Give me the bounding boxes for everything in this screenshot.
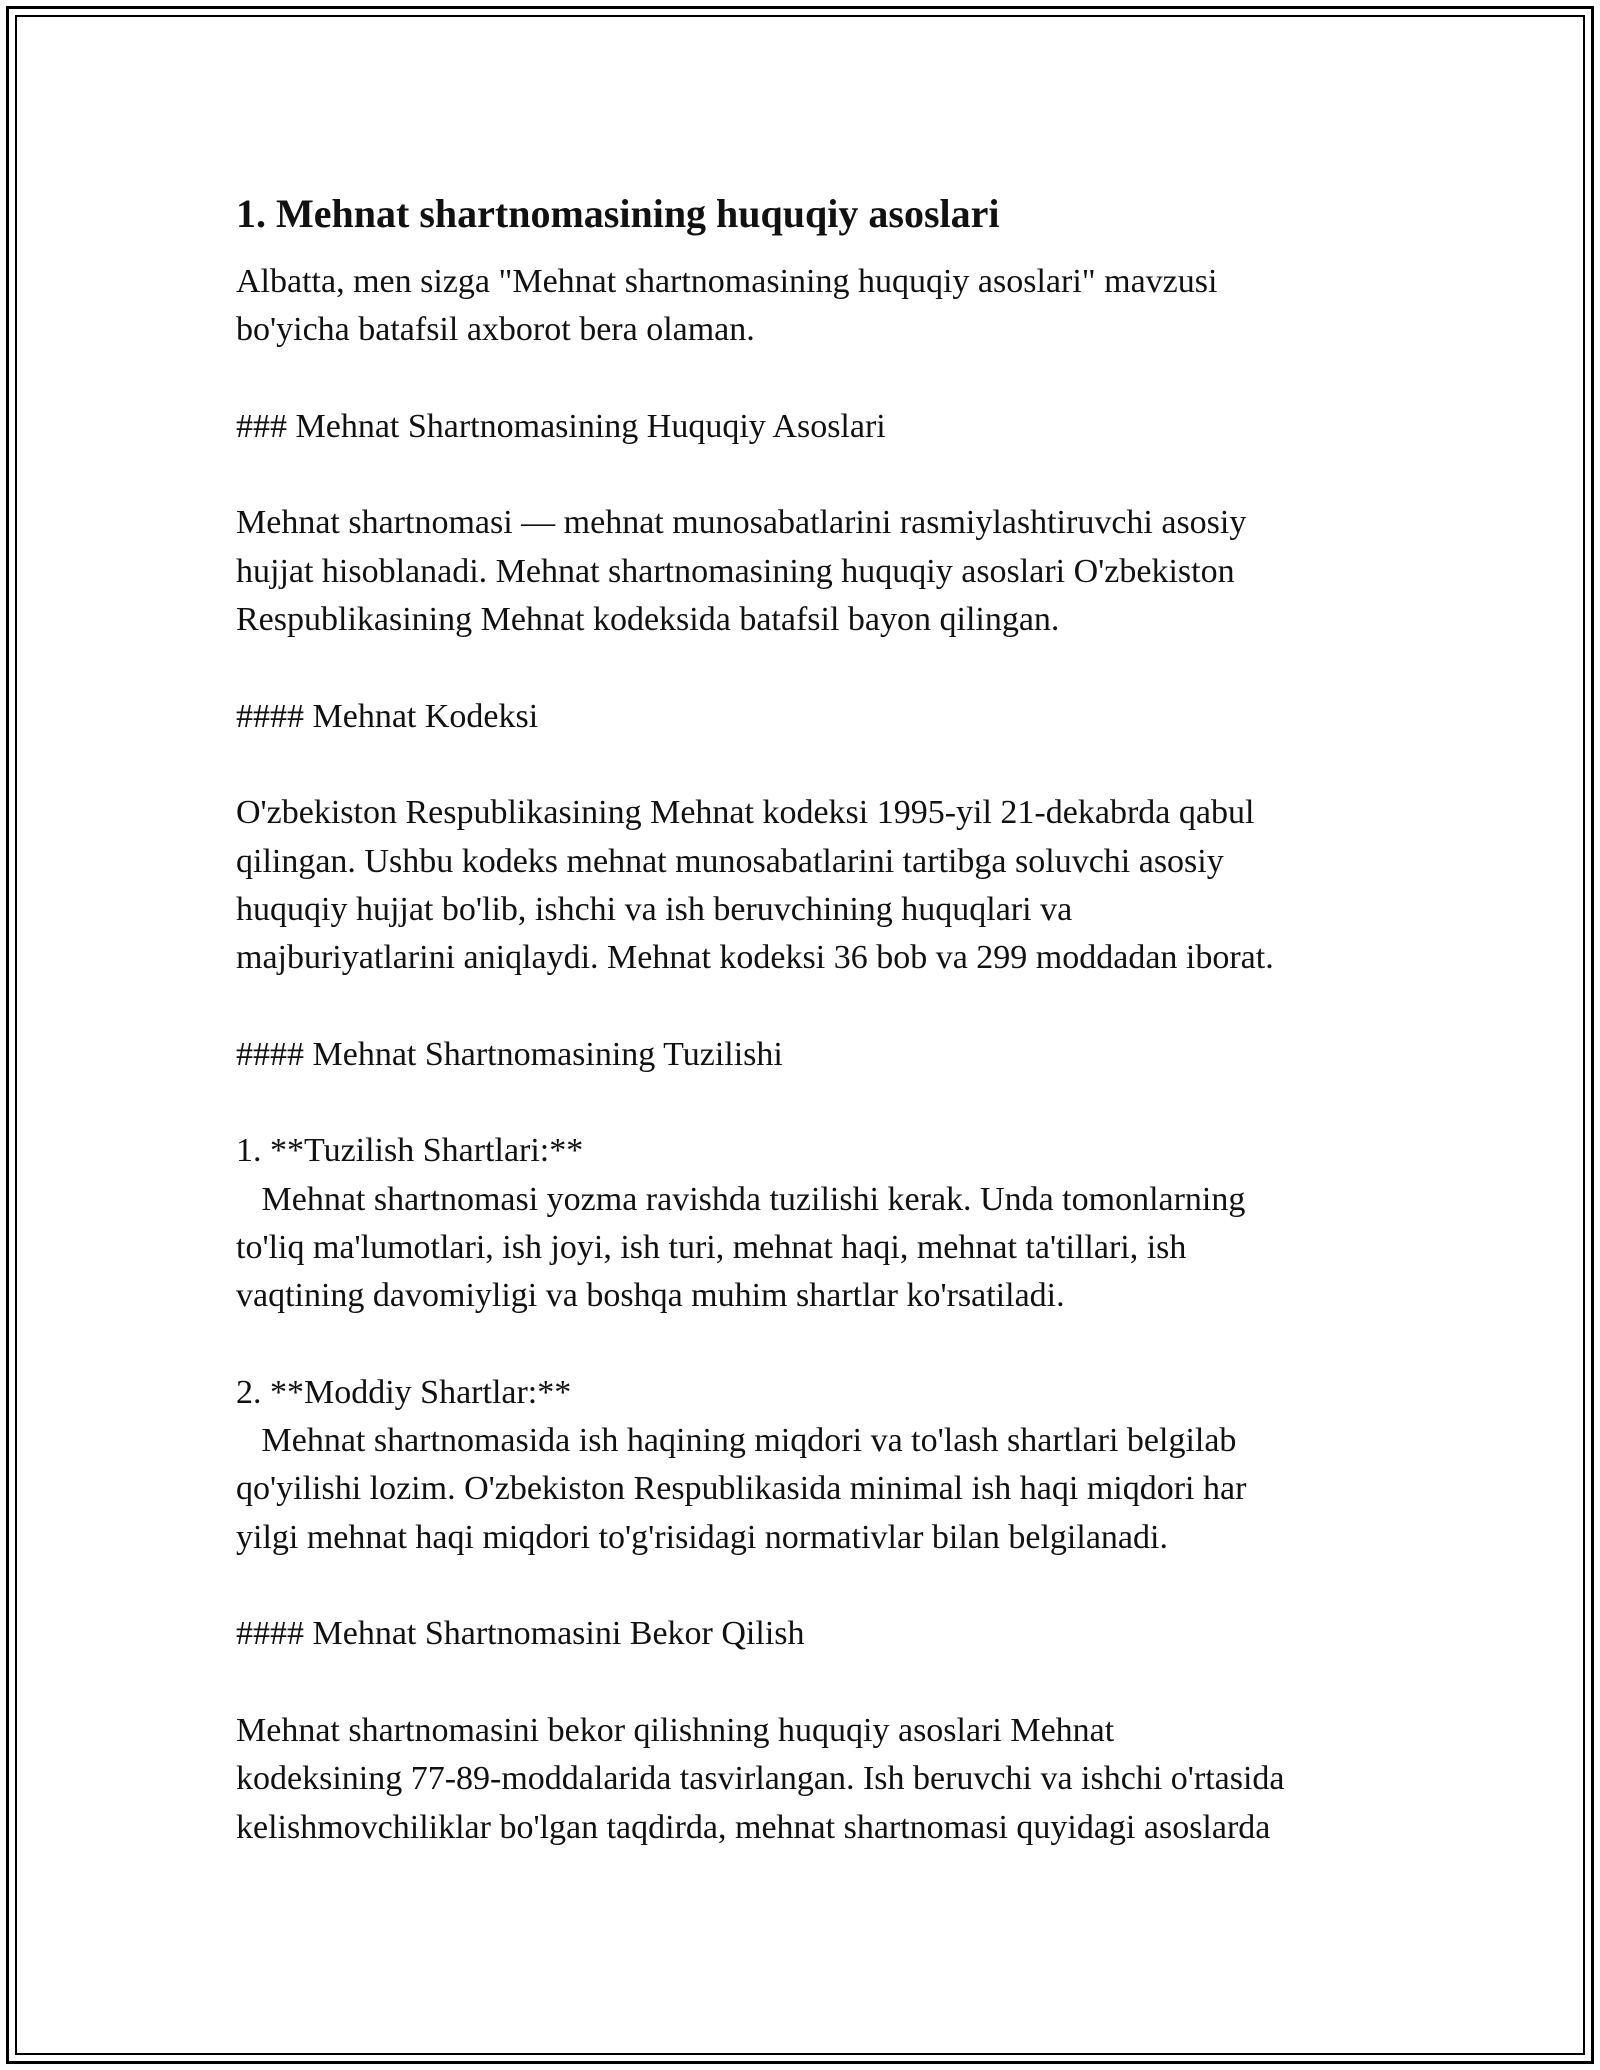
text-line: #### Mehnat Shartnomasini Bekor Qilish <box>236 1615 805 1653</box>
text-line: #### Mehnat Shartnomasining Tuzilishi <box>236 1035 783 1073</box>
blank-line <box>236 1659 1406 1707</box>
text-line: huquqiy hujjat bo'lib, ishchi va ish beruvchining huquqlari va <box>236 890 1073 928</box>
text-line: bo'yicha batafsil axborot bera olaman. <box>236 311 755 349</box>
text-line: Albatta, men sizga "Mehnat shartnomasining huquqiy asoslari" mavzusi <box>236 263 1218 300</box>
blank-line <box>236 741 1406 789</box>
text-line: Mehnat shartnomasini bekor qilishning huquqiy asoslari Mehnat <box>236 1711 1115 1749</box>
blank-line <box>236 355 1406 403</box>
text-line: kelishmovchiliklar bo'lgan taqdirda, mehnat shartnomasi quyidagi asoslarda <box>236 1808 1271 1846</box>
blank-line <box>236 1562 1406 1610</box>
text-line: 2. **Moddiy Shartlar:** <box>236 1373 572 1411</box>
text-line: majburiyatlarini aniqlaydi. Mehnat kodeksi 36 bob va 299 moddadan iborat. <box>236 939 1274 977</box>
text-line: Mehnat shartnomasi — mehnat munosabatlarini rasmiylashtiruvchi asosiy <box>236 504 1247 542</box>
text-line: hujjat hisoblanadi. Mehnat shartnomasining huquqiy asoslari O'zbekiston <box>236 552 1235 590</box>
text-line: qilingan. Ushbu kodeks mehnat munosabatlarini tartibga soluvchi asosiy <box>236 842 1224 880</box>
blank-line <box>236 644 1406 692</box>
document-title: 1. Mehnat shartnomasining huquqiy asoslari <box>236 191 1000 236</box>
text-line: to'liq ma'lumotlari, ish joyi, ish turi, mehnat haqi, mehnat ta'tillari, ish <box>236 1228 1187 1266</box>
text-line: ### Mehnat Shartnomasining Huquqiy Asoslari <box>236 407 886 445</box>
text-line: kodeksining 77-89-moddalarida tasvirlangan. Ish beruvchi va ishchi o'rtasida <box>236 1760 1285 1798</box>
blank-line <box>236 982 1406 1030</box>
text-line: O'zbekiston Respublikasining Mehnat kodeksi 1995-yil 21-dekabrda qabul <box>236 794 1255 832</box>
text-line: yilgi mehnat haqi miqdori to'g'risidagi normativlar bilan belgilanadi. <box>236 1518 1168 1556</box>
text-line: vaqtining davomiyligi va boshqa muhim shartlar ko'rsatiladi. <box>236 1277 1065 1315</box>
text-line: #### Mehnat Kodeksi <box>236 697 539 735</box>
blank-line <box>236 1079 1406 1127</box>
blank-line <box>236 451 1406 499</box>
text-line: qo'yilishi lozim. O'zbekiston Respublikasida minimal ish haqi miqdori har <box>236 1470 1247 1508</box>
blank-line <box>236 1321 1406 1369</box>
text-line: 1. **Tuzilish Shartlari:** <box>236 1132 584 1170</box>
text-line: Respublikasining Mehnat kodeksida batafsil bayon qilingan. <box>236 601 1060 639</box>
document-body <box>236 186 1406 1852</box>
document-text <box>236 258 1406 1852</box>
text-line: Mehnat shartnomasi yozma ravishda tuzilishi kerak. Unda tomonlarning <box>236 1180 1246 1218</box>
text-line: Mehnat shartnomasida ish haqining miqdori va to'lash shartlari belgilab <box>236 1422 1237 1460</box>
